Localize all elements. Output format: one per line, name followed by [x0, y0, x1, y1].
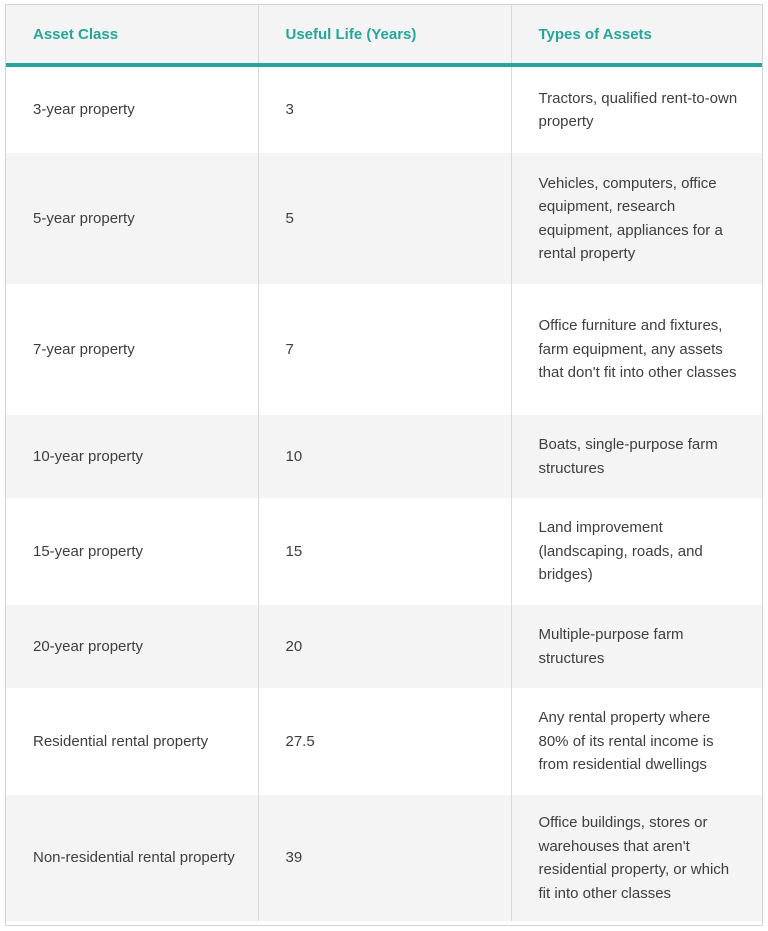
depreciation-table	[5, 4, 763, 926]
table-row	[6, 605, 762, 688]
table-row	[6, 688, 762, 795]
cell-useful-life: 5	[258, 153, 511, 284]
cell-useful-life: 10	[258, 415, 511, 498]
header-types-of-assets: Types of Assets	[511, 5, 762, 65]
table-row	[6, 795, 762, 921]
header-useful-life: Useful Life (Years)	[258, 5, 511, 65]
cell-useful-life: 27.5	[258, 688, 511, 795]
table-row	[6, 415, 762, 498]
table-body	[6, 65, 762, 921]
header-asset-class: Asset Class	[6, 5, 258, 65]
cell-asset-class: Residential rental property	[33, 732, 209, 750]
table-header	[6, 5, 762, 65]
table-row	[6, 284, 762, 415]
cell-asset-class: 10-year property	[33, 447, 144, 465]
cell-types-of-assets: Boats, single-purpose farm structures	[511, 415, 762, 498]
cell-asset-class: Non-residential rental property	[33, 849, 235, 867]
cell-asset-class: 15-year property	[33, 542, 144, 560]
cell-types-of-assets: Tractors, qualified rent-to-own property	[511, 65, 762, 153]
cell-useful-life: 3	[258, 65, 511, 153]
cell-useful-life: 39	[258, 795, 511, 921]
cell-types-of-assets: Any rental property where 80% of its rental income is from residential dwellings	[511, 688, 762, 795]
cell-types-of-assets: Land improvement (landscaping, roads, and bridges)	[511, 498, 762, 605]
cell-types-of-assets: Office furniture and fixtures, farm equipment, any assets that don't fit into other classes	[511, 284, 762, 415]
cell-asset-class: 3-year property	[33, 101, 135, 119]
cell-types-of-assets: Vehicles, computers, office equipment, research equipment, appliances for a rental property	[511, 153, 762, 284]
cell-asset-class: 20-year property	[33, 637, 144, 655]
cell-asset-class: 5-year property	[33, 209, 135, 227]
asset-class-table	[6, 5, 762, 921]
header-row	[6, 5, 762, 65]
table-row	[6, 153, 762, 284]
cell-types-of-assets: Office buildings, stores or warehouses that aren't residential property, or which fit into other classes	[511, 795, 762, 921]
cell-useful-life: 20	[258, 605, 511, 688]
table-row	[6, 65, 762, 153]
cell-useful-life: 7	[258, 284, 511, 415]
cell-useful-life: 15	[258, 498, 511, 605]
cell-asset-class: 7-year property	[33, 340, 135, 358]
table-row	[6, 498, 762, 605]
cell-types-of-assets: Multiple-purpose farm structures	[511, 605, 762, 688]
